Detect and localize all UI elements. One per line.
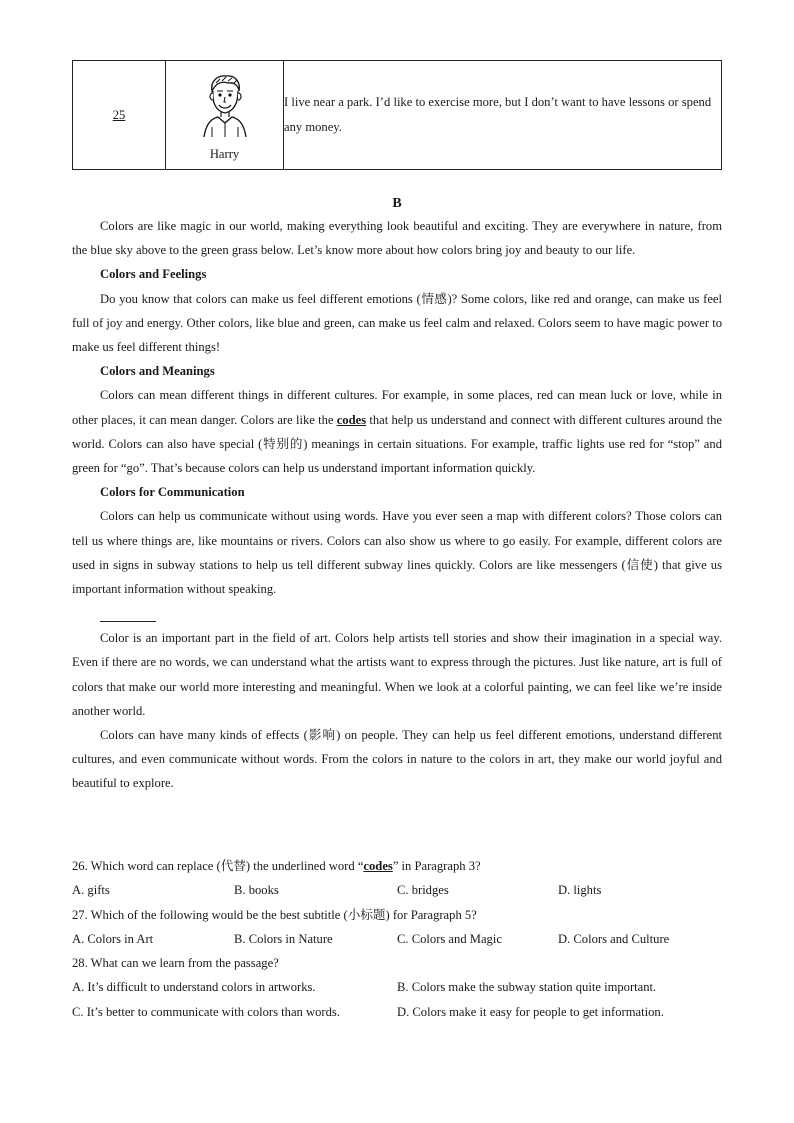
paragraph-3	[72, 383, 722, 480]
option-26-d[interactable]: D. lights	[558, 883, 602, 898]
option-26-a[interactable]: A. gifts	[72, 883, 110, 898]
answer-blank-25[interactable]: 25	[112, 107, 126, 122]
underlined-word-codes: codes	[336, 412, 367, 427]
question-26-part-1: 26. Which word can replace (代替) the underlined word “	[72, 859, 364, 873]
paragraph-2: Do you know that colors can make us feel different emotions (情感)? Some colors, like red and orange, can make us feel full of joy and energy. Other colors, like blue and green, can make us feel calm and relaxed. Colors seem to have magic power to make us feel different things!	[72, 291, 722, 355]
option-28-b[interactable]: B. Colors make the subway station quite important.	[397, 980, 657, 995]
questions-section	[72, 854, 722, 1024]
question-26-options	[72, 878, 722, 902]
option-26-b[interactable]: B. books	[234, 883, 279, 898]
option-28-c[interactable]: C. It’s better to communicate with colors than words.	[72, 1004, 340, 1019]
reading-passage	[72, 214, 722, 796]
paragraph-3-part-2: that help us understand and connect with different cultures around the world. Colors can also have special (特别的) meanings in certain situations. For example, traffic lights use red for “stop” and green for “go”. That’s because colors can help us understand important information quickly.	[72, 412, 722, 476]
question-28-options	[72, 975, 722, 1024]
question-28: 28. What can we learn from the passage?	[72, 956, 279, 971]
subtitle-colors-and-feelings: Colors and Feelings	[100, 267, 207, 282]
portrait-cell	[166, 61, 284, 170]
subtitle-colors-and-meanings: Colors and Meanings	[100, 364, 215, 379]
person-name: Harry	[209, 146, 240, 161]
option-28-d[interactable]: D. Colors make it easy for people to get information.	[397, 1004, 664, 1019]
question-26-part-2: ” in Paragraph 3?	[392, 859, 481, 873]
paragraph-6: Colors can have many kinds of effects (影响) on people. They can help us feel different emotions, understand different cultures, and even communicate without words. From the colors in nature to the colors in art, they make our world joyful and beautiful to explore.	[72, 728, 722, 791]
table-row	[73, 61, 722, 170]
option-26-c[interactable]: C. bridges	[397, 883, 449, 898]
question-27: 27. Which of the following would be the best subtitle (小标题) for Paragraph 5?	[72, 907, 477, 922]
option-27-a[interactable]: A. Colors in Art	[72, 931, 154, 946]
subtitle-colors-for-communication: Colors for Communication	[100, 485, 245, 500]
answer-blank-cell	[73, 61, 166, 170]
option-27-b[interactable]: B. Colors in Nature	[234, 931, 333, 946]
paragraph-1: Colors are like magic in our world, making everything look beautiful and exciting. They are everywhere in nature, from the blue sky above to the green grass below. Let’s know more about how colors bring joy and beauty to our life.	[72, 219, 722, 258]
paragraph-4: Colors can help us communicate without using words. Have you ever seen a map with different colors? Those colors can tell us where things are, like mountains or rivers. Colors can also show us where to go easily. For example, different colors are used in signs in subway stations to help us tell different subway lines quickly. Colors are like messengers (信使) that give us important information without speaking.	[72, 509, 722, 597]
paragraph-3-part-1: Colors can mean different things in different cultures. For example, in some places, red can mean luck or love, while in other places, it can mean danger. Colors are like the	[72, 388, 722, 427]
question-26	[72, 854, 722, 878]
section-title: B	[392, 196, 402, 211]
option-28-a[interactable]: A. It’s difficult to understand colors in artworks.	[72, 980, 316, 995]
boy-portrait-icon	[198, 73, 252, 137]
paragraph-5: Color is an important part in the field of art. Colors help artists tell stories and show their imagination in a special way. Even if there are no words, we can understand what the artists want to express through the pictures. Just like nature, art is full of colors that make our world more interesting and meaningful. When we look at a colorful painting, we can feel like we’re inside another world.	[72, 631, 722, 718]
description-cell: I live near a park. I’d like to exercise more, but I don’t want to have lessons or spend any money.	[284, 61, 722, 170]
subtitle-blank[interactable]	[100, 607, 156, 622]
question-26-code-word: codes	[363, 859, 393, 873]
option-27-c[interactable]: C. Colors and Magic	[397, 931, 502, 946]
option-27-d[interactable]: D. Colors and Culture	[558, 931, 670, 946]
question-27-options	[72, 927, 722, 951]
info-table	[72, 60, 722, 170]
